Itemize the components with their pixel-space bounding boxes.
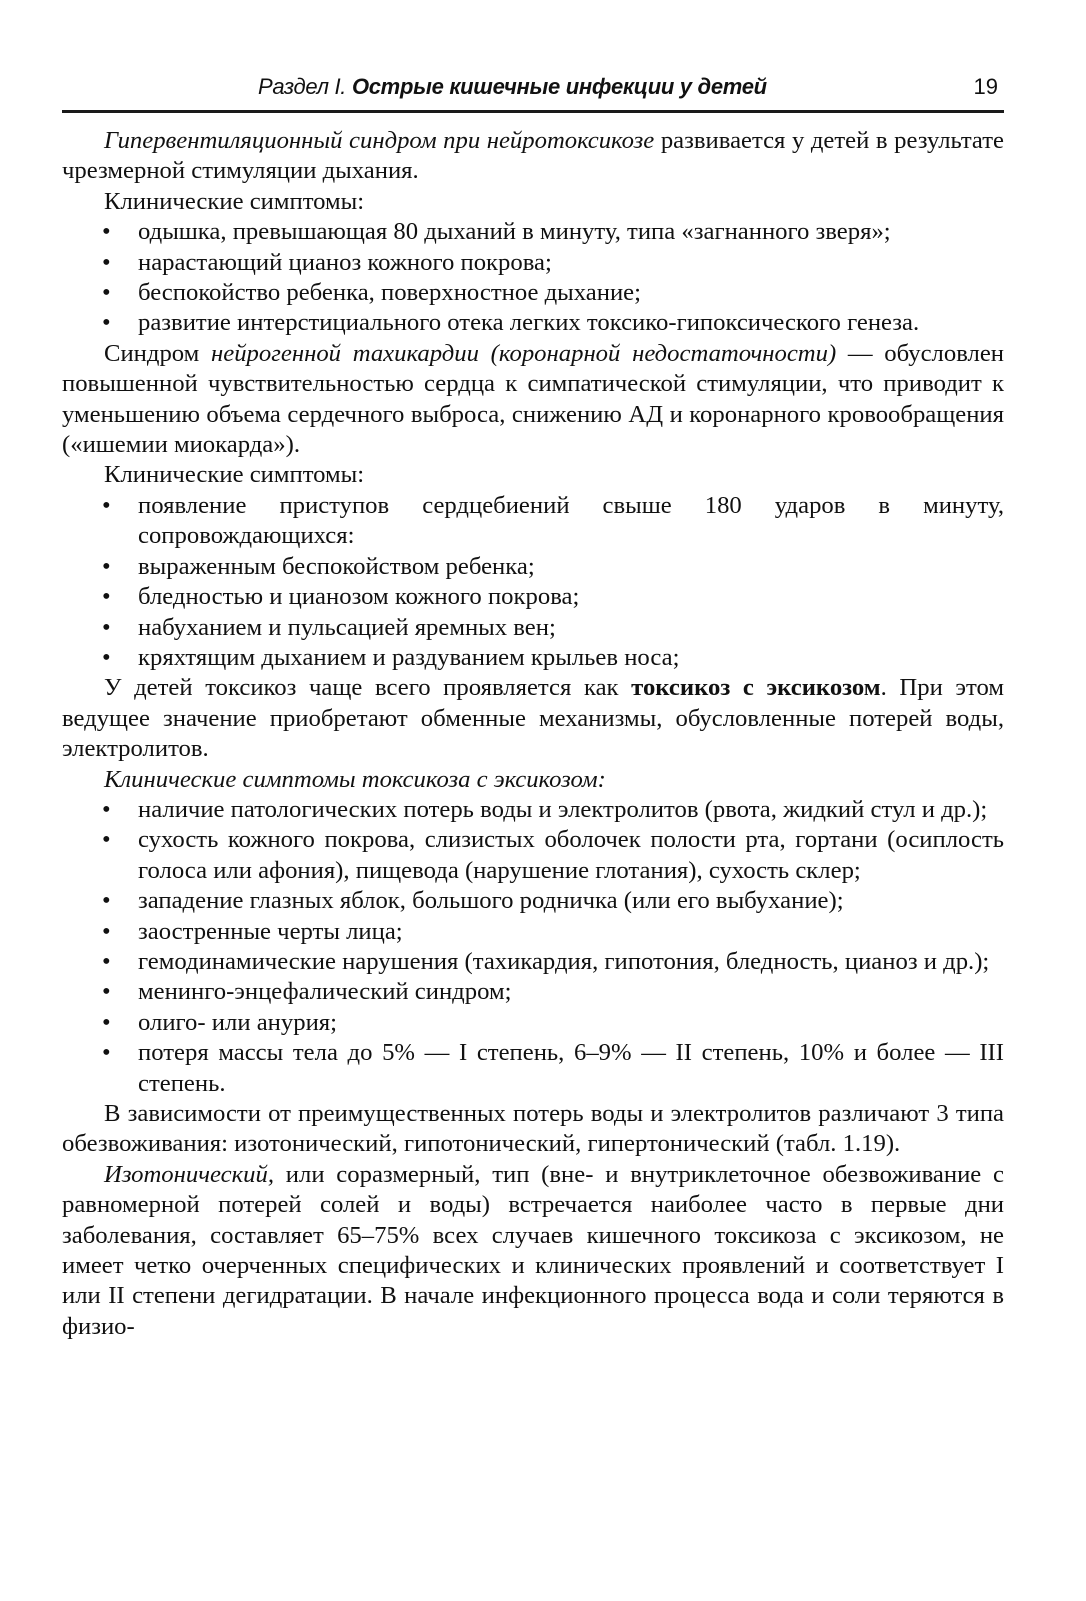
symptom-list-tachycardia bbox=[62, 491, 1004, 673]
page-number: 19 bbox=[973, 74, 998, 99]
running-header bbox=[62, 70, 1004, 113]
running-title bbox=[258, 74, 767, 100]
list-item: • потеря массы тела до 5% — I степень, 6–9% — II степень, 10% и более — III степень. bbox=[62, 1038, 1004, 1099]
paragraph-lead: Синдром bbox=[104, 339, 211, 367]
list-item: • сухость кожного покрова, слизистых оболочек полости рта, гортани (осиплость голоса или афония), пищевода (нарушение глотания), сухость склер; bbox=[62, 825, 1004, 886]
paragraph-lead: У детей токсикоз чаще всего проявляется как bbox=[104, 674, 632, 702]
term-isotonic: Изотонический, bbox=[104, 1160, 275, 1188]
term-hyperventilation: Гипервентиляционный синдром при нейротоксикозе bbox=[104, 127, 655, 154]
list-item: • беспокойство ребенка, поверхностное дыхание; bbox=[62, 278, 1004, 308]
term-tachycardia: нейрогенной тахикардии (коронарной недостаточности) bbox=[211, 339, 837, 367]
paragraph-text: . При этом ведущее значение приобретают обменные механизмы, обусловленные потерей воды, электролитов. bbox=[62, 674, 1004, 763]
list-item: • бледностью и цианозом кожного покрова; bbox=[62, 582, 1004, 612]
list-item: • гемодинамические нарушения (тахикардия, гипотония, бледность, цианоз и др.); bbox=[62, 947, 1004, 977]
list-item: • набуханием и пульсацией яремных вен; bbox=[62, 613, 1004, 643]
symptom-list-toxicosis bbox=[62, 795, 1004, 1099]
list-item: • менинго-энцефалический синдром; bbox=[62, 977, 1004, 1007]
list-item: • выраженным беспокойством ребенка; bbox=[62, 552, 1004, 582]
symptom-list-hyperventilation bbox=[62, 217, 1004, 339]
paragraph-isotonic bbox=[62, 1160, 1004, 1342]
list-item: • появление приступов сердцебиений свыше 180 ударов в минуту, сопровождающихся: bbox=[62, 491, 1004, 552]
paragraph-dehydration: В зависимости от преимущественных потерь воды и электролитов различают 3 типа обезвоживания: изотонический, гипотонический, гипертонический (табл. 1.19). bbox=[62, 1100, 1004, 1158]
list-item: • кряхтящим дыханием и раздуванием крыльев носа; bbox=[62, 643, 1004, 673]
page-body bbox=[62, 126, 1004, 1342]
list-item: • олиго- или анурия; bbox=[62, 1008, 1004, 1038]
paragraph-text: развивается у детей в результате чрезмерной стимуляции дыхания. bbox=[62, 127, 1004, 185]
list-item: • наличие патологических потерь воды и электролитов (рвота, жидкий стул и др.); bbox=[62, 795, 1004, 825]
chapter-title: Острые кишечные инфекции у детей bbox=[351, 74, 767, 99]
symptoms-label-italic bbox=[62, 765, 1004, 795]
paragraph-text: или соразмерный, тип (вне- и внутриклеточное обезвоживание с равномерной потерей солей и воды) встречается наиболее часто в первые дни заболевания, составляет 65–75% всех случаев кишечного токсикоза с эксикозом, не имеет четко очерченных специфических и клинических проявлений и соответствует I или II степени дегидратации. В начале инфекционного процесса вода и соли теряются в физио- bbox=[62, 1160, 1004, 1340]
list-item: • заостренные черты лица; bbox=[62, 917, 1004, 947]
paragraph-hyperventilation bbox=[62, 126, 1004, 187]
paragraph-text: — обусловлен повышенной чувствительностью сердца к симпатической стимуляции, что приводит к уменьшению объема сердечного выброса, снижению АД и коронарного кровообращения («ишемии миокарда»). bbox=[62, 339, 1005, 459]
list-item: • нарастающий цианоз кожного покрова; bbox=[62, 248, 1004, 278]
paragraph-tachycardia bbox=[62, 339, 1004, 461]
list-item: • одышка, превышающая 80 дыханий в минуту, типа «загнанного зверя»; bbox=[62, 217, 1004, 247]
symptoms-label: Клинические симптомы: bbox=[104, 461, 365, 489]
symptoms-label: Клинические симптомы токсикоза с эксикозом: bbox=[104, 765, 606, 793]
term-toxicosis: токсикоз с эксикозом bbox=[631, 674, 881, 702]
list-item: • развитие интерстициального отека легких токсико-гипоксического генеза. bbox=[62, 308, 1004, 338]
section-label: Раздел I. bbox=[258, 74, 347, 99]
symptoms-label: Клинические симптомы: bbox=[104, 187, 365, 215]
list-item: • западение глазных яблок, большого родничка (или его выбухание); bbox=[62, 886, 1004, 916]
paragraph-toxicosis bbox=[62, 673, 1004, 764]
